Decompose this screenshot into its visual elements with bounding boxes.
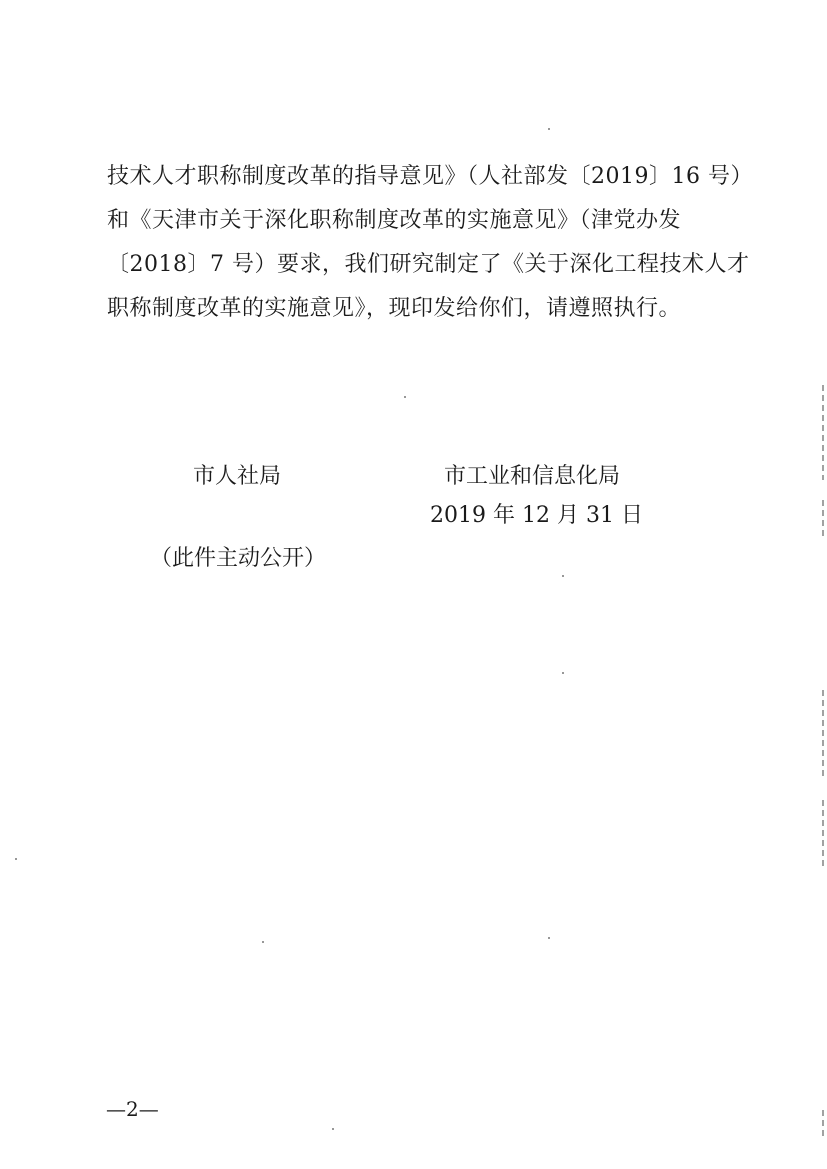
body-text-line-3: 〔2018〕7 号）要求，我们研究制定了《关于深化工程技术人才 [107,252,750,277]
issuer-left: 市人社局 [193,464,282,489]
scan-edge-mark [822,500,824,540]
scan-speck [332,1128,334,1130]
scan-speck [548,128,550,130]
issue-date: 2019 年 12 月 31 日 [430,503,643,528]
body-text-line-2: 和《天津市关于深化职称制度改革的实施意见》（津党办发 [107,208,682,233]
scan-edge-mark [822,800,824,870]
scan-speck [562,575,564,577]
scan-speck [15,858,17,860]
body-text-line-4: 职称制度改革的实施意见》，现印发给你们，请遵照执行。 [107,296,682,321]
scan-edge-mark [822,690,824,780]
scan-edge-mark [822,1110,824,1140]
public-disclosure-note: （此件主动公开） [150,546,327,571]
issuer-right: 市工业和信息化局 [444,464,621,489]
scan-speck [562,672,564,674]
page-number: —2— [106,1097,159,1121]
scan-speck [262,941,264,943]
scan-edge-mark [822,385,824,480]
body-text-line-1: 技术人才职称制度改革的指导意见》（人社部发〔2019〕16 号） [107,164,753,189]
scan-speck [548,937,550,939]
scan-speck [404,396,406,398]
